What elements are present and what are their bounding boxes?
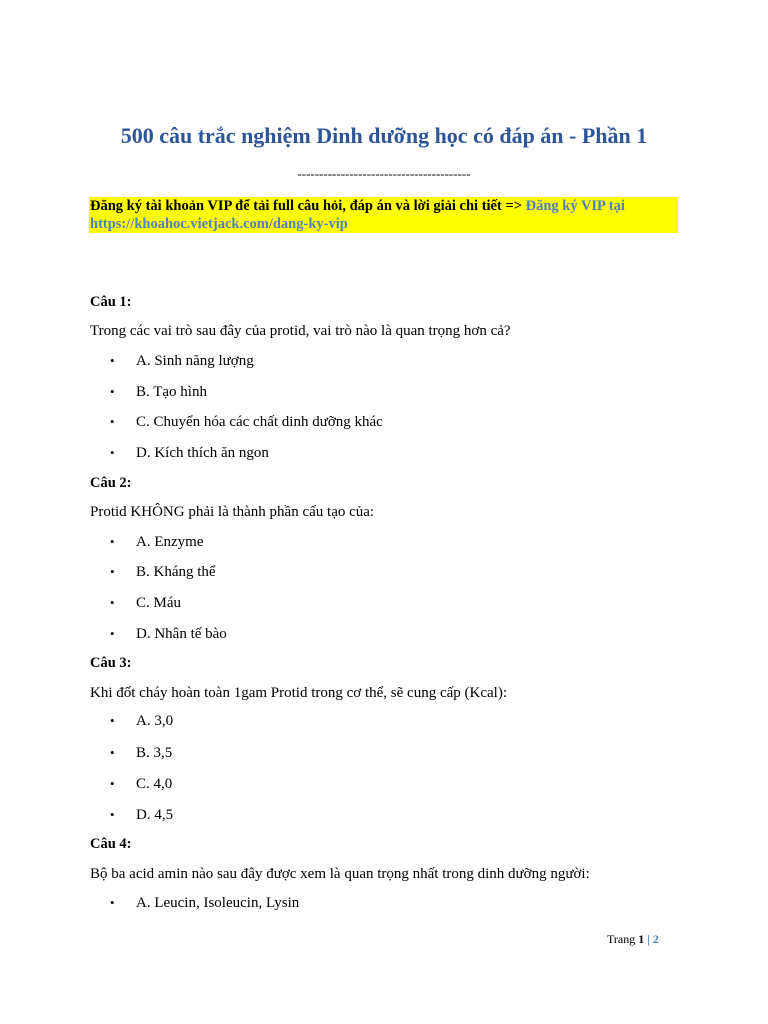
question-2-label: Câu 2: <box>90 475 132 491</box>
document-title: 500 câu trắc nghiệm Dinh dưỡng học có đáp án - Phần 1 <box>120 123 648 148</box>
option-text: D. Kích thích ăn ngon <box>136 445 269 461</box>
question-1-option-b <box>110 384 207 401</box>
option-text: D. 4,5 <box>136 807 174 823</box>
bullet-icon: • <box>110 713 115 728</box>
option-text: C. 4,0 <box>136 776 173 792</box>
question-1-label: Câu 1: <box>90 294 132 310</box>
bullet-icon: • <box>110 384 115 399</box>
bullet-icon: • <box>110 414 115 429</box>
option-text: A. Enzyme <box>136 534 204 550</box>
option-text: B. Kháng thể <box>136 564 216 580</box>
option-text: A. Sinh năng lượng <box>136 353 254 369</box>
question-2-option-c <box>110 595 181 612</box>
option-text: B. Tạo hình <box>136 384 207 400</box>
question-3-option-d <box>110 807 173 824</box>
vip-link-url[interactable]: https://khoahoc.vietjack.com/dang-ky-vip <box>90 216 348 232</box>
bullet-icon: • <box>110 445 115 460</box>
vip-line-2 <box>90 215 348 233</box>
question-1-text: Trong các vai trò sau đây của protid, vai trò nào là quan trọng hơn cả? <box>90 323 511 339</box>
bullet-icon: • <box>110 895 115 910</box>
bullet-icon: • <box>110 776 115 791</box>
option-text: D. Nhân tế bào <box>136 626 227 642</box>
question-2-option-d <box>110 626 227 643</box>
vip-line-1 <box>90 197 625 215</box>
bullet-icon: • <box>110 564 115 579</box>
question-2-option-b <box>110 564 216 581</box>
bullet-icon: • <box>110 534 115 549</box>
question-3-option-c <box>110 776 172 793</box>
bullet-icon: • <box>110 807 115 822</box>
question-3-option-a <box>110 713 173 730</box>
question-4-option-a <box>110 895 299 912</box>
question-2-option-a <box>110 534 203 551</box>
question-3-text: Khi đốt cháy hoàn toàn 1gam Protid trong cơ thể, sẽ cung cấp (Kcal): <box>90 685 507 701</box>
option-text: B. 3,5 <box>136 745 173 761</box>
page-footer <box>607 932 659 947</box>
title-divider: ---------------------------------------- <box>297 166 471 181</box>
page-total: 2 <box>652 932 659 946</box>
question-1-option-a <box>110 353 254 370</box>
question-3-option-b <box>110 745 172 762</box>
page-prefix: Trang <box>607 932 639 946</box>
question-1-option-d <box>110 445 269 462</box>
bullet-icon: • <box>110 595 115 610</box>
option-text: A. Leucin, Isoleucin, Lysin <box>136 895 300 911</box>
option-text: A. 3,0 <box>136 713 174 729</box>
option-text: C. Chuyển hóa các chất dinh dưỡng khác <box>136 414 383 430</box>
question-2-text: Protid KHÔNG phải là thành phần cấu tạo của: <box>90 504 375 520</box>
bullet-icon: • <box>110 353 115 368</box>
question-1-option-c <box>110 414 383 431</box>
bullet-icon: • <box>110 745 115 760</box>
vip-link-label[interactable]: Đăng ký VIP tại <box>525 198 625 214</box>
vip-banner <box>89 197 678 233</box>
question-4-label: Câu 4: <box>90 836 132 852</box>
option-text: C. Máu <box>136 595 181 611</box>
page-number: 1 <box>638 932 645 946</box>
vip-text: Đăng ký tài khoản VIP để tải full câu hỏi, đáp án và lời giải chi tiết => <box>90 198 526 214</box>
question-4-text: Bộ ba acid amin nào sau đây được xem là quan trọng nhất trong dinh dưỡng người: <box>90 866 590 882</box>
page-separator: | <box>644 932 653 946</box>
bullet-icon: • <box>110 626 115 641</box>
question-3-label: Câu 3: <box>90 655 132 671</box>
